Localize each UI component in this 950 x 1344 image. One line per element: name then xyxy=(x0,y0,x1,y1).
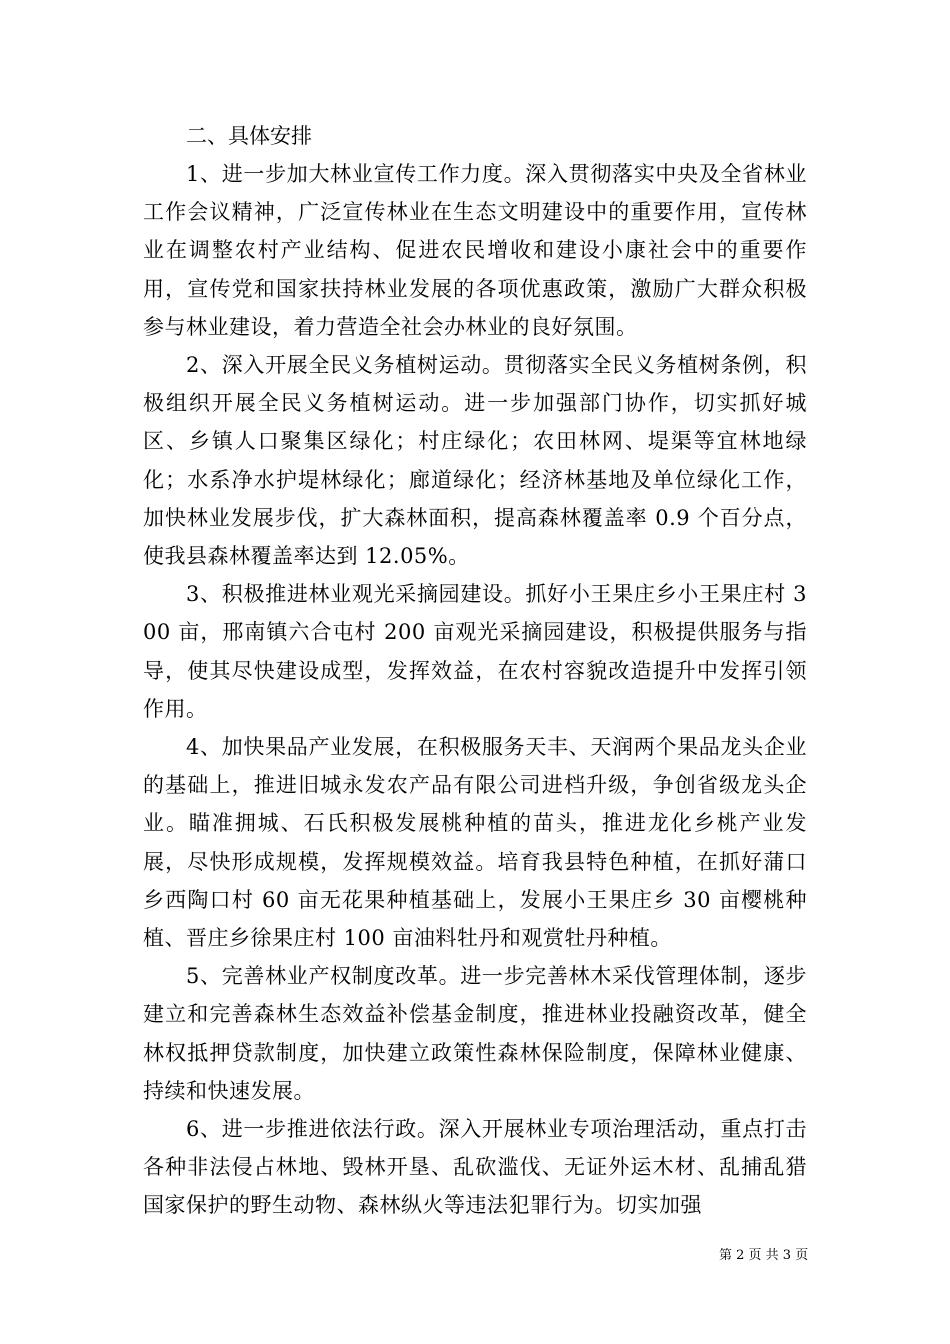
paragraph-4: 4、加快果品产业发展，在积极服务天丰、天润两个果品龙头企业的基础上，推进旧城永发农产品有限公司进档升级，争创省级龙头企业。瞄准拥城、石氏积极发展桃种植的苗头，推进龙化乡桃产业发展，尽快形成规模，发挥规模效益。培育我县特色种植，在抓好蒲口乡西陶口村 60 亩无花果种植基础上，发展小王果庄乡 30 亩樱桃种植、晋庄乡徐果庄村 100 亩油料牡丹和观赏牡丹种植。 xyxy=(143,735,807,951)
paragraph-1: 1、进一步加大林业宣传工作力度。深入贯彻落实中央及全省林业工作会议精神，广泛宣传林业在生态文明建设中的重要作用，宣传林业在调整农村产业结构、促进农民增收和建设小康社会中的重要作用，宣传党和国家扶持林业发展的各项优惠政策，激励广大群众积极参与林业建设，着力营造全社会办林业的良好氛围。 xyxy=(143,162,807,339)
paragraph-3: 3、积极推进林业观光采摘园建设。抓好小王果庄乡小王果庄村 300 亩，邢南镇六合屯村 200 亩观光采摘园建设，积极提供服务与指导，使其尽快建设成型，发挥效益，在农村容貌改造提升中发挥引领作用。 xyxy=(143,582,807,721)
paragraph-5: 5、完善林业产权制度改革。进一步完善林木采伐管理体制，逐步建立和完善森林生态效益补偿基金制度，推进林业投融资改革，健全林权抵押贷款制度，加快建立政策性森林保险制度，保障林业健康、持续和快速发展。 xyxy=(143,964,807,1103)
paragraph-6: 6、进一步推进依法行政。深入开展林业专项治理活动，重点打击各种非法侵占林地、毁林开垦、乱砍滥伐、无证外运木材、乱捕乱猎国家保护的野生动物、森林纵火等违法犯罪行为。切实加强 xyxy=(143,1117,807,1218)
document-body xyxy=(143,117,807,1225)
paragraph-2: 2、深入开展全民义务植树运动。贯彻落实全民义务植树条例，积极组织开展全民义务植树运动。进一步加强部门协作，切实抓好城区、乡镇人口聚集区绿化；村庄绿化；农田林网、堤渠等宜林地绿化；水系净水护堤林绿化；廊道绿化；经济林基地及单位绿化工作，加快林业发展步伐，扩大森林面积，提高森林覆盖率 0.9 个百分点，使我县森林覆盖率达到 12.05%。 xyxy=(143,353,807,569)
page-number-footer: 第 2 页 共 3 页 xyxy=(719,1248,809,1263)
section-heading: 二、具体安排 xyxy=(186,124,312,148)
